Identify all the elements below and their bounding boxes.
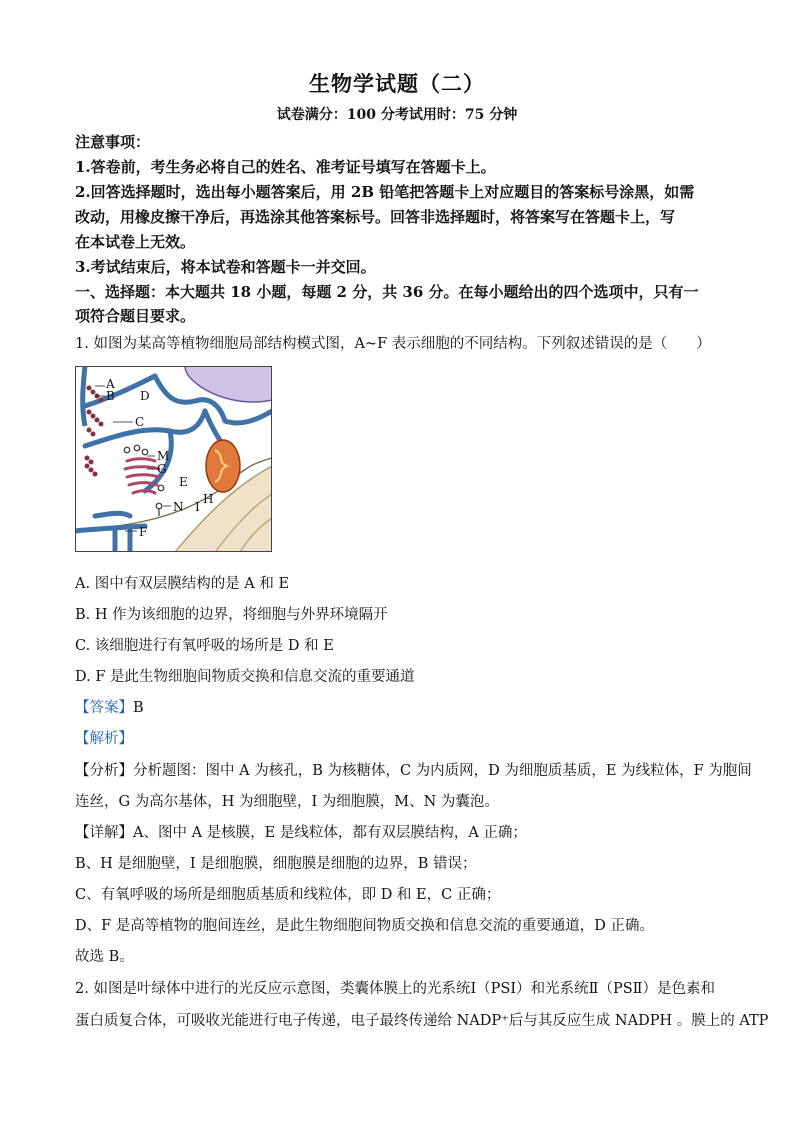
page-title: 生物学试题（二） xyxy=(309,71,485,96)
question-1-stem: 1. 如图为某高等植物细胞局部结构模式图，A~F 表示细胞的不同结构。下列叙述错误的是（ ） xyxy=(75,336,711,352)
xiangjie-line-3: C、有氧呼吸的场所是细胞质基质和线粒体，即 D 和 E，C 正确； xyxy=(75,887,501,903)
answer-line xyxy=(75,696,725,717)
notice-item-1: 1.答卷前，考生务必将自己的姓名、准考证号填写在答题卡上。 xyxy=(75,158,496,176)
label-C: C xyxy=(135,415,145,429)
section-1-heading-line-1: 一、选择题：本大题共 18 小题，每题 2 分，共 36 分。在每小题给出的四个选项中，只有一 xyxy=(75,283,699,301)
analysis-tag: 【解析】 xyxy=(75,731,133,747)
section-1-heading-line-2: 项符合题目要求。 xyxy=(75,307,196,325)
conclusion: 故选 B。 xyxy=(75,949,134,965)
fenxi-line-2: 连丝，G 为高尔基体，H 为细胞壁，I 为细胞膜，M、N 为囊泡。 xyxy=(75,794,499,810)
answer-value: B xyxy=(133,700,144,716)
notice-item-2-line-1: 2.回答选择题时，选出每小题答案后，用 2B 铅笔把答题卡上对应题目的答案标号涂黑，如需 xyxy=(75,183,695,201)
label-M: M xyxy=(157,449,170,463)
xiangjie-line-4: D、F 是高等植物的胞间连丝，是此生物细胞间物质交换和信息交流的重要通道，D 正确。 xyxy=(75,918,655,934)
question-2-line-1: 2. 如图是叶绿体中进行的光反应示意图，类囊体膜上的光系统Ⅰ（PSⅠ）和光系统Ⅱ（PSⅡ）是色素和 xyxy=(75,981,715,997)
notice-item-2-line-2: 改动，用橡皮擦干净后，再选涂其他答案标号。回答非选择题时，将答案写在答题卡上，写 xyxy=(75,208,676,226)
ribosomes xyxy=(85,386,104,477)
question-1-option-a: A. 图中有双层膜结构的是 A 和 E xyxy=(75,576,290,592)
label-A: A xyxy=(106,377,115,391)
answer-tag: 【答案】 xyxy=(75,700,133,716)
label-I: I xyxy=(195,500,200,514)
cell-structure-diagram xyxy=(75,366,272,552)
xiangjie-line-2: B、H 是细胞壁，I 是细胞膜，细胞膜是细胞的边界，B 错误； xyxy=(75,856,477,872)
nucleus-region xyxy=(185,366,272,402)
label-G: G xyxy=(157,462,167,476)
question-1-option-c: C. 该细胞进行有氧呼吸的场所是 D 和 E xyxy=(75,638,334,654)
xiangjie-line-1 xyxy=(75,821,725,842)
cell-structure-figure xyxy=(75,366,272,552)
label-D: D xyxy=(140,389,150,403)
label-F: F xyxy=(139,525,148,539)
exam-info: 试卷满分：100 分考试用时：75 分钟 xyxy=(276,107,518,123)
question-1-option-b: B. H 作为该细胞的边界，将细胞与外界环境隔开 xyxy=(75,607,388,623)
label-B: B xyxy=(106,389,115,403)
xiangjie-tag: 【详解】 xyxy=(75,825,133,841)
xiangjie-text-1: A、图中 A 是核膜，E 是线粒体，都有双层膜结构，A 正确； xyxy=(133,825,527,841)
golgi-apparatus xyxy=(125,459,159,493)
notice-heading: 注意事项： xyxy=(75,133,151,151)
question-2-line-2: 蛋白质复合体，可吸收光能进行电子传递，电子最终传递给 NADP⁺后与其反应生成 NADPH 。膜上的 ATP xyxy=(75,1013,769,1029)
question-1-option-d: D. F 是此生物细胞间物质交换和信息交流的重要通道 xyxy=(75,669,415,685)
notice-item-3: 3.考试结束后，将本试卷和答题卡一并交回。 xyxy=(75,258,376,276)
fenxi-text-1: 分析题图：图中 A 为核孔，B 为核糖体，C 为内质网，D 为细胞质基质，E 为线粒体，F 为胞间 xyxy=(133,763,752,779)
fenxi-tag: 【分析】 xyxy=(75,763,133,779)
label-H: H xyxy=(203,492,214,506)
notice-item-2-line-3: 在本试卷上无效。 xyxy=(75,233,196,251)
label-N: N xyxy=(173,500,184,514)
fenxi-line-1 xyxy=(75,759,752,780)
mitochondrion xyxy=(206,440,240,492)
label-E: E xyxy=(179,475,188,489)
